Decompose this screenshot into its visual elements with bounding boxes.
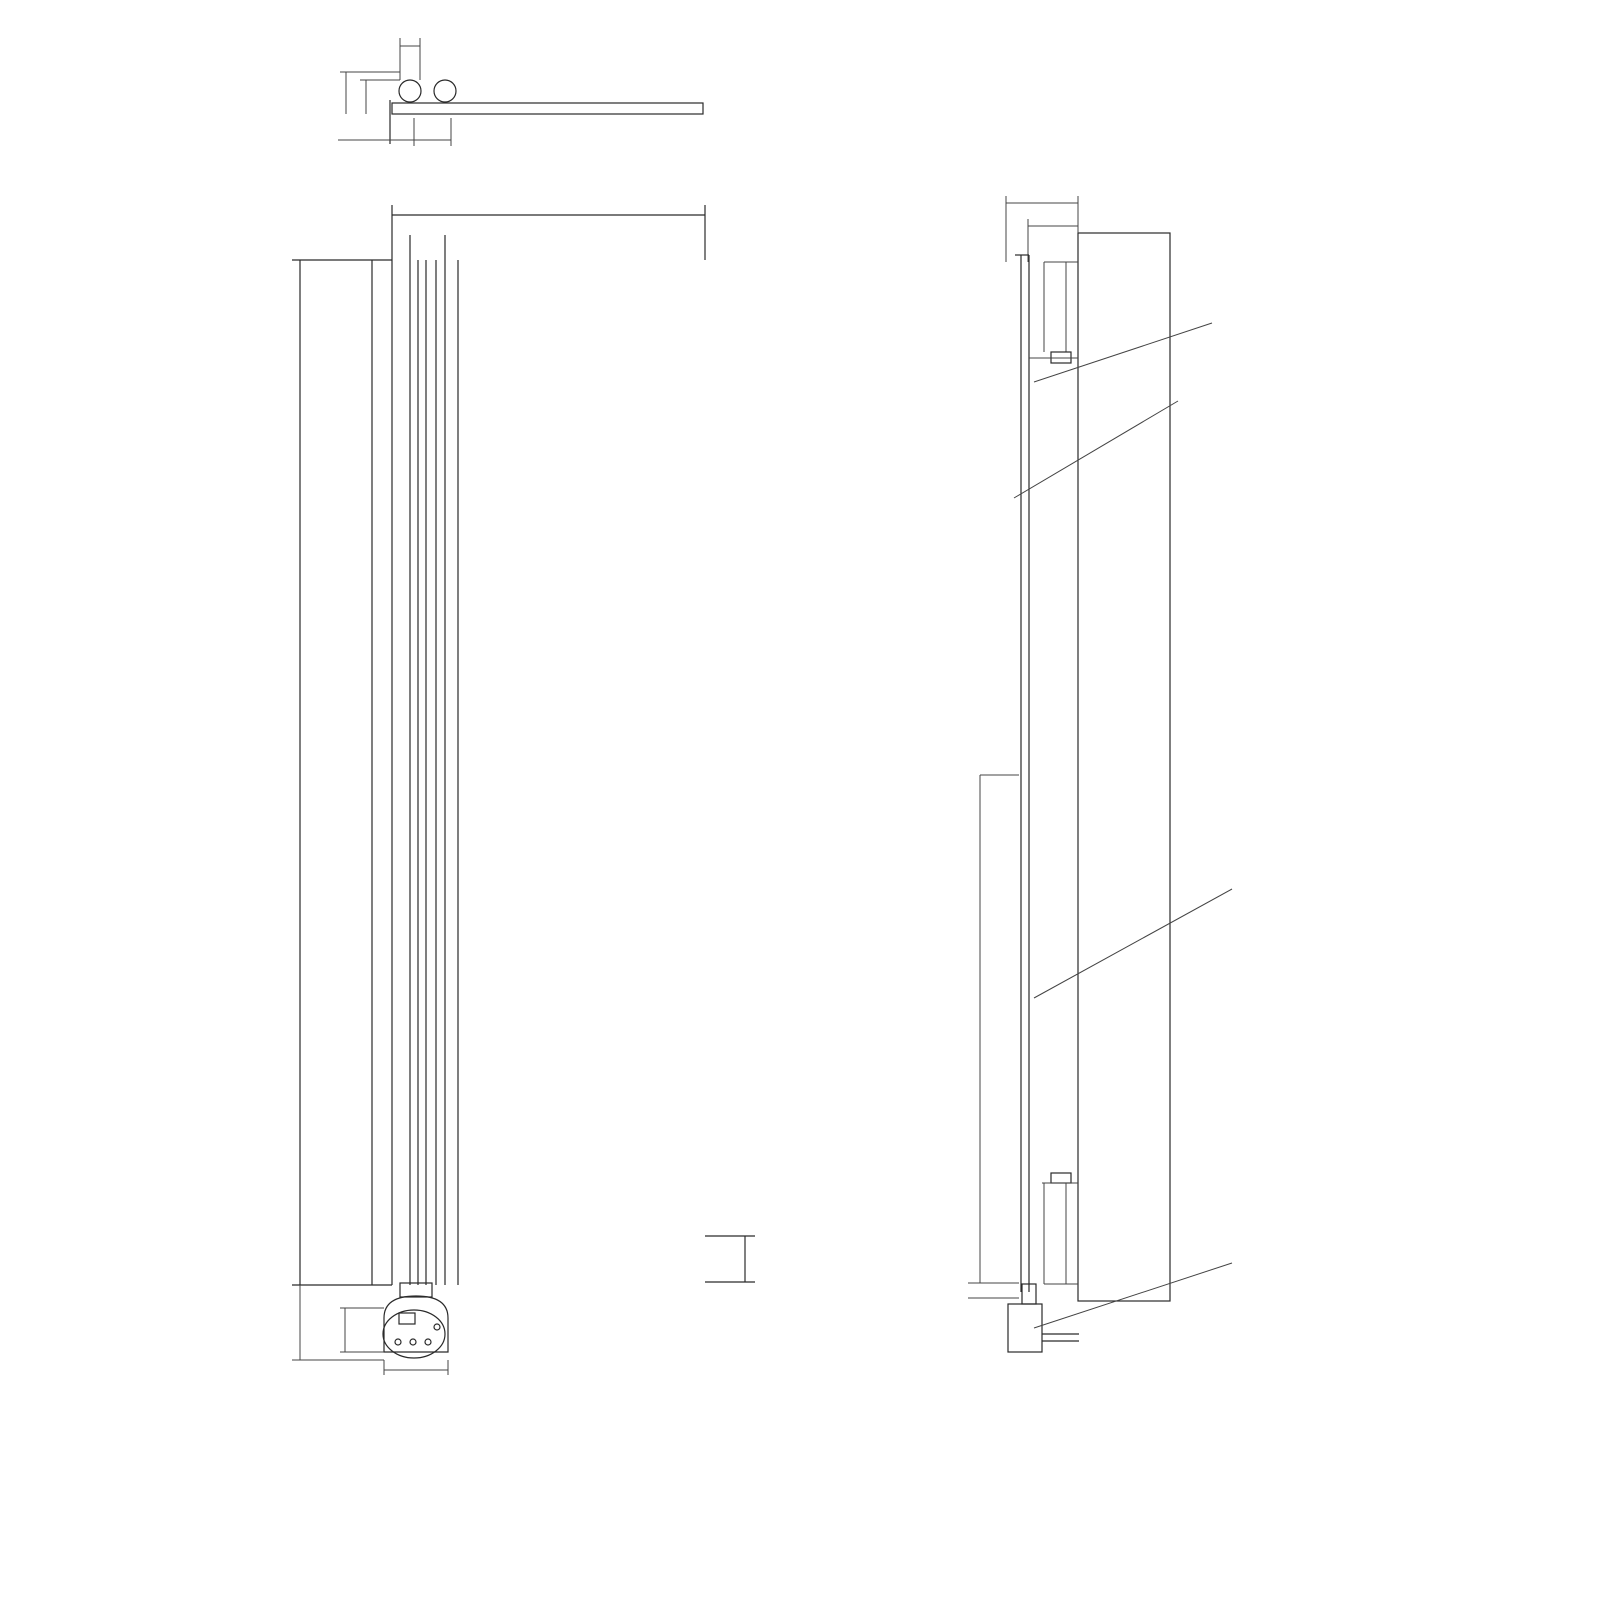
side-view <box>968 196 1232 1352</box>
thermostat-side <box>1008 1304 1042 1352</box>
front-view <box>292 205 755 1375</box>
top-view <box>338 38 703 146</box>
thermostat-front <box>292 1283 448 1375</box>
wall <box>1078 233 1170 1301</box>
